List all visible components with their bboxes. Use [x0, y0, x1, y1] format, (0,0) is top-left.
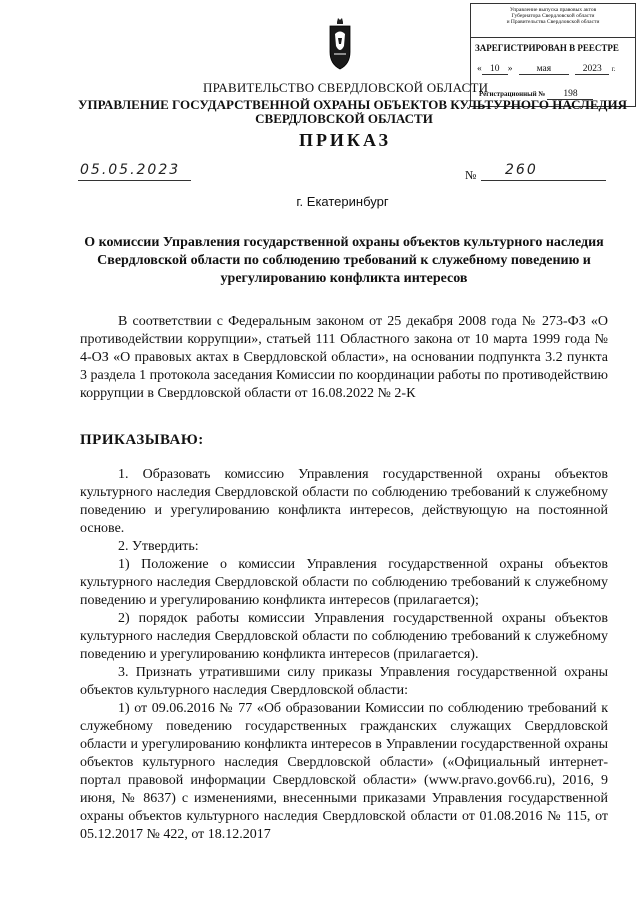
department-name-line2: СВЕРДЛОВСКОЙ ОБЛАСТИ	[255, 111, 433, 126]
department-name-line1: УПРАВЛЕНИЕ ГОСУДАРСТВЕННОЙ ОХРАНЫ ОБЪЕКТОВ КУЛЬТУРНОГО НАСЛЕДИЯ	[78, 97, 627, 112]
order-date-field	[78, 162, 191, 181]
stamp-header-line: и Правительства Свердловской области	[506, 19, 600, 26]
stamp-month: мая	[519, 64, 569, 75]
order-item-3-1: 1) от 09.06.2016 № 77 «Об образовании Комиссии по соблюдению требований к служебному поведению государственных гражданских служащих Свердловской области и урегулированию конфликта интересов в Управлении государственной охраны объектов культурного наследия Свердловской области» («Официальный интернет-портал правовой информации Свердловской области» (www.pravo.gov66.ru), 2016, 9 июня, № 8637) с изменениями, внесенными приказами Управления государственной охраны объектов культурного наследия Свердловской области от 01.08.2016 № 115, от 05.12.2017 № 422, от 18.12.2017	[80, 701, 608, 842]
government-name: ПРАВИТЕЛЬСТВО СВЕРДЛОВСКОЙ ОБЛАСТИ	[203, 80, 489, 95]
stamp-reg-number-label: Регистрационный №	[479, 90, 546, 98]
order-item-2-1: 1) Положение о комиссии Управления государственной охраны объектов культурного наследия Свердловской области по соблюдению требований к служебному поведению и урегулированию конфликта интересов (прилагается);	[80, 557, 608, 608]
order-number-label: №	[465, 168, 477, 182]
document-type-title: ПРИКАЗ	[298, 130, 392, 150]
order-subject: О комиссии Управления государственной охраны объектов культурного наследия Свердловской области по соблюдению требований к служебному поведению и урегулированию конфликта интересов	[84, 235, 604, 286]
stamp-date: « 10 » мая 2023 г.	[477, 64, 616, 74]
stamp-header-line: Губернатора Свердловской области	[511, 13, 595, 20]
order-item-3: 3. Признать утратившими силу приказы Управления государственной охраны объектов культурного наследия Свердловской области:	[80, 665, 608, 698]
order-item-2-2: 2) порядок работы комиссии Управления государственной охраны объектов культурного наследия Свердловской области по соблюдению требований к служебному поведению и урегулированию конфликта интересов (прилагается).	[80, 611, 608, 662]
registration-stamp	[470, 3, 636, 107]
stamp-year-suffix: г.	[611, 65, 616, 73]
stamp-year: 2023	[575, 64, 609, 75]
city: г. Екатеринбург	[296, 194, 389, 209]
legal-basis-paragraph: В соответствии с Федеральным законом от 25 декабря 2008 года № 273-ФЗ «О противодействии коррупции», статьей 111 Областного закона от 10 марта 1999 года № 4-ОЗ «О правовых актах в Свердловской области», на основании подпункта 3.2 пункта 3 раздела 1 протокола заседания Комиссии по координации работы по противодействию коррупции в Свердловской области от 16.08.2022 № 2-К	[80, 314, 608, 401]
stamp-header	[471, 4, 635, 38]
orders-heading: ПРИКАЗЫВАЮ:	[80, 432, 204, 448]
order-item-2: 2. Утвердить:	[118, 539, 199, 554]
stamp-day: 10	[482, 64, 508, 75]
order-item-1: 1. Образовать комиссию Управления государственной охраны объектов культурного наследия Свердловской области по соблюдению требований к служебному поведению и урегулированию конфликта интересов, действующую на постоянной основе.	[80, 467, 608, 536]
stamp-header-line: Управление выпуска правовых актов	[509, 7, 597, 13]
order-number-field	[481, 162, 606, 181]
order-date: 05.05.2023	[80, 162, 181, 178]
coat-of-arms-icon	[327, 12, 353, 72]
stamp-reg-number-value: 198	[547, 89, 593, 100]
order-number: 260	[505, 162, 538, 178]
stamp-registered-label: ЗАРЕГИСТРИРОВАН В РЕЕСТРЕ	[475, 43, 619, 53]
